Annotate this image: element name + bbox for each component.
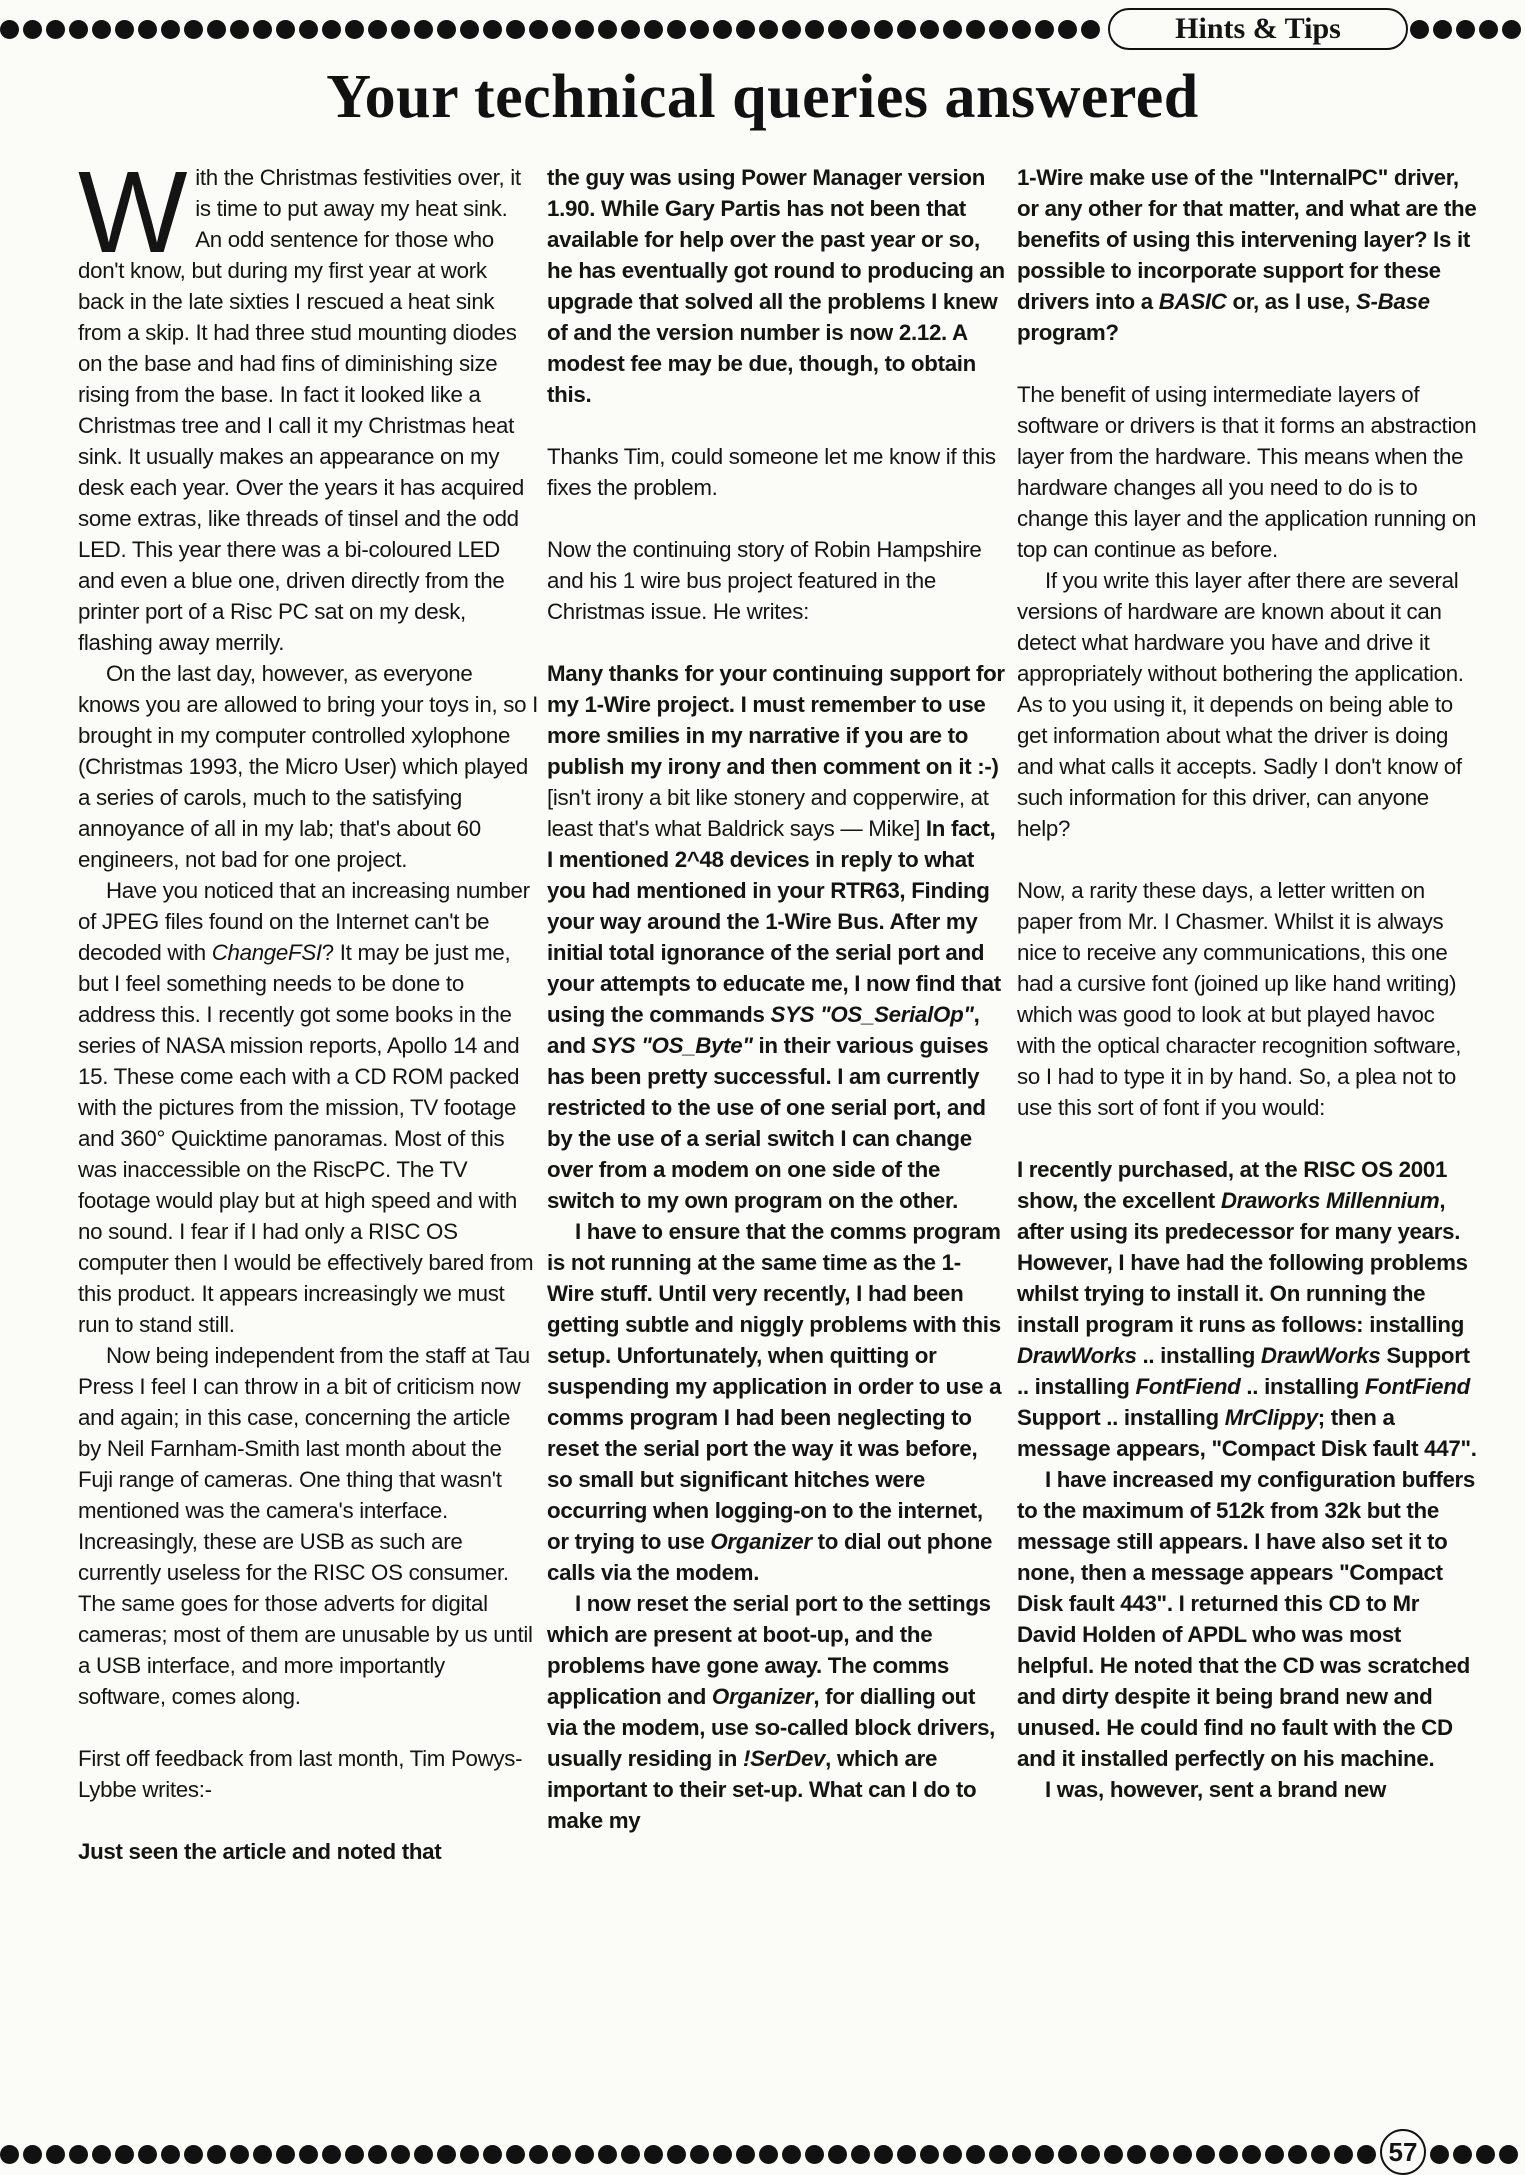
border-dot [230,20,249,39]
border-dot [690,2145,709,2164]
border-dot [437,2145,456,2164]
border-dot [621,20,640,39]
border-dot [1311,2145,1330,2164]
border-dot [713,20,732,39]
paragraph: On the last day, however, as everyone knows you are allowed to bring your toys in, so I brought in my computer controlled xylophone (Christmas 1993, the Micro User) which played a series of carols, much to the satisfying annoyance of all in my lab; that's about 60 engineers, not bad for one project. [78,661,538,872]
border-dot [529,2145,548,2164]
border-dot [368,20,387,39]
letter-paragraph: the guy was using Power Manager version 1.90. While Gary Partis has not been that available for help over the past year or so, he has eventually got round to producing an upgrade that solved all the problems I knew of and the version number is now 2.12. A modest fee may be due, though, to obtain this. [547,165,1005,407]
border-dot [1058,2145,1077,2164]
border-dot [828,20,847,39]
border-dot [138,2145,157,2164]
border-dot [161,20,180,39]
letter-paragraph: Many thanks for your continuing support for my 1-Wire project. I must remember to use more smilies in my narrative if you are to publish my irony and then comment on it :-) [isn't irony a bit like stonery and copperwire, at least that's what Baldrick says — Mike] In fact, I mentioned 2^48 devices in reply to what you had mentioned in your RTR63, Finding your way around the 1-Wire Bus. After my initial total ignorance of the serial port and your attempts to educate me, I now find that using the commands SYS "OS_SerialOp", and SYS "OS_Byte" in their various guises has been pretty successful. I am currently restricted to the use of one serial port, and by the use of a serial switch I can change over from a modem on one side of the switch to my own program on the other. [547,661,1005,1213]
border-dot [1035,2145,1054,2164]
border-dot [207,2145,226,2164]
border-dot [368,2145,387,2164]
border-dot [1127,2145,1146,2164]
letter-paragraph: 1-Wire make use of the "InternalPC" driver, or any other for that matter, and what are the benefits of using this intervening layer? Is it possible to incorporate support for these drivers into a BASIC or, as I use, S-Base program? [1017,165,1477,345]
border-dot [713,2145,732,2164]
paragraph: Now, a rarity these days, a letter written on paper from Mr. I Chasmer. Whilst it is always nice to receive any communications, this one had a cursive font (joined up like hand writing) which was good to look at but played havoc with the optical character recognition software, so I had to type it in by hand. So, a plea not to use this sort of font if you would: [1017,878,1462,1120]
border-dot [115,20,134,39]
border-dot [943,20,962,39]
border-dot [1476,2145,1495,2164]
border-dot [184,2145,203,2164]
header-dot-border [0,16,1105,42]
border-dot [92,2145,111,2164]
border-dot [1173,2145,1192,2164]
border-dot [161,2145,180,2164]
editor-note: [isn't irony a bit like stonery and copperwire, at least that's what Baldrick says — Mike] [547,785,989,841]
border-dot [46,20,65,39]
border-dot [690,20,709,39]
border-dot [1453,2145,1472,2164]
letter-paragraph: I now reset the serial port to the settings which are present at boot-up, and the problems have gone away. The comms application and Organizer, for dialling out via the modem, use so-called block drivers, usually residing in !SerDev, which are important to their set-up. What can I do to make my [547,1591,996,1833]
border-dot [621,2145,640,2164]
border-dot [782,20,801,39]
border-dot [1150,2145,1169,2164]
paragraph: The benefit of using intermediate layers of software or drivers is that it forms an abstraction layer from the hardware. This means when the hardware changes all you need to do is to change this layer and the application running on top can continue as before. [1017,382,1477,562]
border-dot [874,20,893,39]
header-dot-border-right [1410,16,1525,42]
border-dot [897,2145,916,2164]
letter-paragraph: I was, however, sent a brand new [1045,1777,1387,1802]
border-dot [1479,20,1498,39]
border-dot [276,2145,295,2164]
border-dot [552,2145,571,2164]
border-dot [598,20,617,39]
border-dot [322,2145,341,2164]
border-dot [805,2145,824,2164]
page-number: 57 [1380,2129,1426,2175]
column-2 [547,162,1007,2082]
border-dot [1081,20,1100,39]
border-dot [828,2145,847,2164]
letter-paragraph: Just seen the article and noted that [78,1839,442,1864]
border-dot [276,20,295,39]
footer-dot-border [0,2141,1380,2167]
border-dot [1502,20,1521,39]
border-dot [230,2145,249,2164]
border-dot [207,20,226,39]
border-dot [460,2145,479,2164]
border-dot [736,2145,755,2164]
border-dot [299,20,318,39]
border-dot [1219,2145,1238,2164]
border-dot [851,20,870,39]
border-dot [782,2145,801,2164]
border-dot [736,20,755,39]
column-1 [78,162,538,2082]
border-dot [0,20,19,39]
letter-paragraph: I have to ensure that the comms program is not running at the same time as the 1-Wire stuff. Until very recently, I had been getting subtle and niggly problems with this setup. Unfortunately, when quitting or suspending my application in order to use a comms program I had been neglecting to reset the serial port the way it was before, so small but significant hitches were occurring when logging-on to the internet, or trying to use Organizer to dial out phone calls via the modem. [547,1219,1002,1585]
border-dot [69,2145,88,2164]
border-dot [667,2145,686,2164]
border-dot [138,20,157,39]
paragraph: Now being independent from the staff at Tau Press I feel I can throw in a bit of criticism now and again; in this case, concerning the article by Neil Farnham-Smith last month about the Fuji range of cameras. One thing that wasn't mentioned was the camera's interface. Increasingly, these are USB as such are currently useless for the RISC OS consumer. The same goes for those adverts for digital cameras; most of them are unusable by us until a USB interface, and more importantly software, comes along. [78,1343,533,1709]
border-dot [529,20,548,39]
border-dot [437,20,456,39]
border-dot [644,2145,663,2164]
border-dot [575,2145,594,2164]
border-dot [1196,2145,1215,2164]
border-dot [966,20,985,39]
border-dot [391,20,410,39]
border-dot [851,2145,870,2164]
border-dot [943,2145,962,2164]
border-dot [506,2145,525,2164]
border-dot [598,2145,617,2164]
border-dot [391,2145,410,2164]
letter-paragraph: I have increased my configuration buffers to the maximum of 512k from 32k but the message still appears. I have also set it to none, then a message appears "Compact Disk fault 443". I returned this CD to Mr David Holden of APDL who was most helpful. He noted that the CD was scratched and dirty despite it being brand new and unused. He could find no fault with the CD and it installed perfectly on his machine. [1017,1467,1476,1771]
border-dot [1012,20,1031,39]
border-dot [253,20,272,39]
border-dot [1058,20,1077,39]
paragraph: If you write this layer after there are several versions of hardware are known about it can detect what hardware you have and drive it appropriately without bothering the application. As to you using it, it depends on being able to get information about what the driver is doing and what calls it accepts. Sadly I don't know of such information for this driver, can anyone help? [1017,568,1464,841]
border-dot [759,2145,778,2164]
border-dot [0,2145,19,2164]
border-dot [759,20,778,39]
border-dot [299,2145,318,2164]
border-dot [552,20,571,39]
border-dot [92,20,111,39]
section-tab: Hints & Tips [1108,8,1408,50]
border-dot [1012,2145,1031,2164]
border-dot [575,20,594,39]
border-dot [1499,2145,1518,2164]
border-dot [1104,2145,1123,2164]
border-dot [1242,2145,1261,2164]
border-dot [1035,20,1054,39]
paragraph: Now the continuing story of Robin Hampshire and his 1 wire bus project featured in the Christmas issue. He writes: [547,537,982,624]
border-dot [989,2145,1008,2164]
border-dot [506,20,525,39]
paragraph: Thanks Tim, could someone let me know if this fixes the problem. [547,444,996,500]
border-dot [69,20,88,39]
border-dot [1288,2145,1307,2164]
border-dot [805,20,824,39]
border-dot [667,20,686,39]
drop-cap: W [78,162,188,277]
border-dot [966,2145,985,2164]
border-dot [1456,20,1475,39]
border-dot [483,20,502,39]
column-3 [1017,162,1477,2082]
border-dot [1265,2145,1284,2164]
border-dot [1334,2145,1353,2164]
border-dot [1430,2145,1449,2164]
border-dot [345,20,364,39]
letter-paragraph: I recently purchased, at the RISC OS 2001 show, the excellent Draworks Millennium, after using its predecessor for many years. However, I have had the following problems whilst trying to install it. On running the install program it runs as follows: installing DrawWorks .. installing DrawWorks Support .. installing FontFiend .. installing FontFiend Support .. installing MrClippy; then a message appears, "Compact Disk fault 447". [1017,1157,1477,1461]
border-dot [253,2145,272,2164]
paragraph: With the Christmas festivities over, it is time to put away my heat sink. An odd sentence for those who don't know, but during my first year at work back in the late sixties I rescued a heat sink from a skip. It had three stud mounting diodes on the base and had fins of diminishing size rising from the base. In fact it looked like a Christmas tree and I call it my Christmas heat sink. It usually makes an appearance on my desk each year. Over the years it has acquired some extras, like threads of tinsel and the odd LED. This year there was a bi-coloured LED and even a blue one, driven directly from the printer port of a Risc PC sat on my desk, flashing away merrily. [78,162,525,655]
footer-dot-border-right [1430,2141,1525,2167]
border-dot [644,20,663,39]
border-dot [989,20,1008,39]
border-dot [184,20,203,39]
border-dot [414,20,433,39]
border-dot [23,2145,42,2164]
border-dot [874,2145,893,2164]
border-dot [115,2145,134,2164]
border-dot [920,20,939,39]
page-title: Your technical queries answered [326,63,1199,131]
border-dot [46,2145,65,2164]
border-dot [322,20,341,39]
border-dot [920,2145,939,2164]
border-dot [460,20,479,39]
border-dot [414,2145,433,2164]
border-dot [483,2145,502,2164]
paragraph: Have you noticed that an increasing number of JPEG files found on the Internet can't be decoded with ChangeFSI? It may be just me, but I feel something needs to be done to address this. I recently got some books in the series of NASA mission reports, Apollo 14 and 15. These come each with a CD ROM packed with the pictures from the mission, TV footage and 360° Quicktime panoramas. Most of this was inaccessible on the RiscPC. The TV footage would play but at high speed and with no sound. I fear if I had only a RISC OS computer then I would be effectively bared from this product. It appears increasingly we must run to stand still. [78,878,534,1337]
border-dot [23,20,42,39]
paragraph: First off feedback from last month, Tim Powys-Lybbe writes:- [78,1746,523,1802]
border-dot [897,20,916,39]
border-dot [1433,20,1452,39]
border-dot [1357,2145,1376,2164]
border-dot [1410,20,1429,39]
border-dot [345,2145,364,2164]
border-dot [1081,2145,1100,2164]
